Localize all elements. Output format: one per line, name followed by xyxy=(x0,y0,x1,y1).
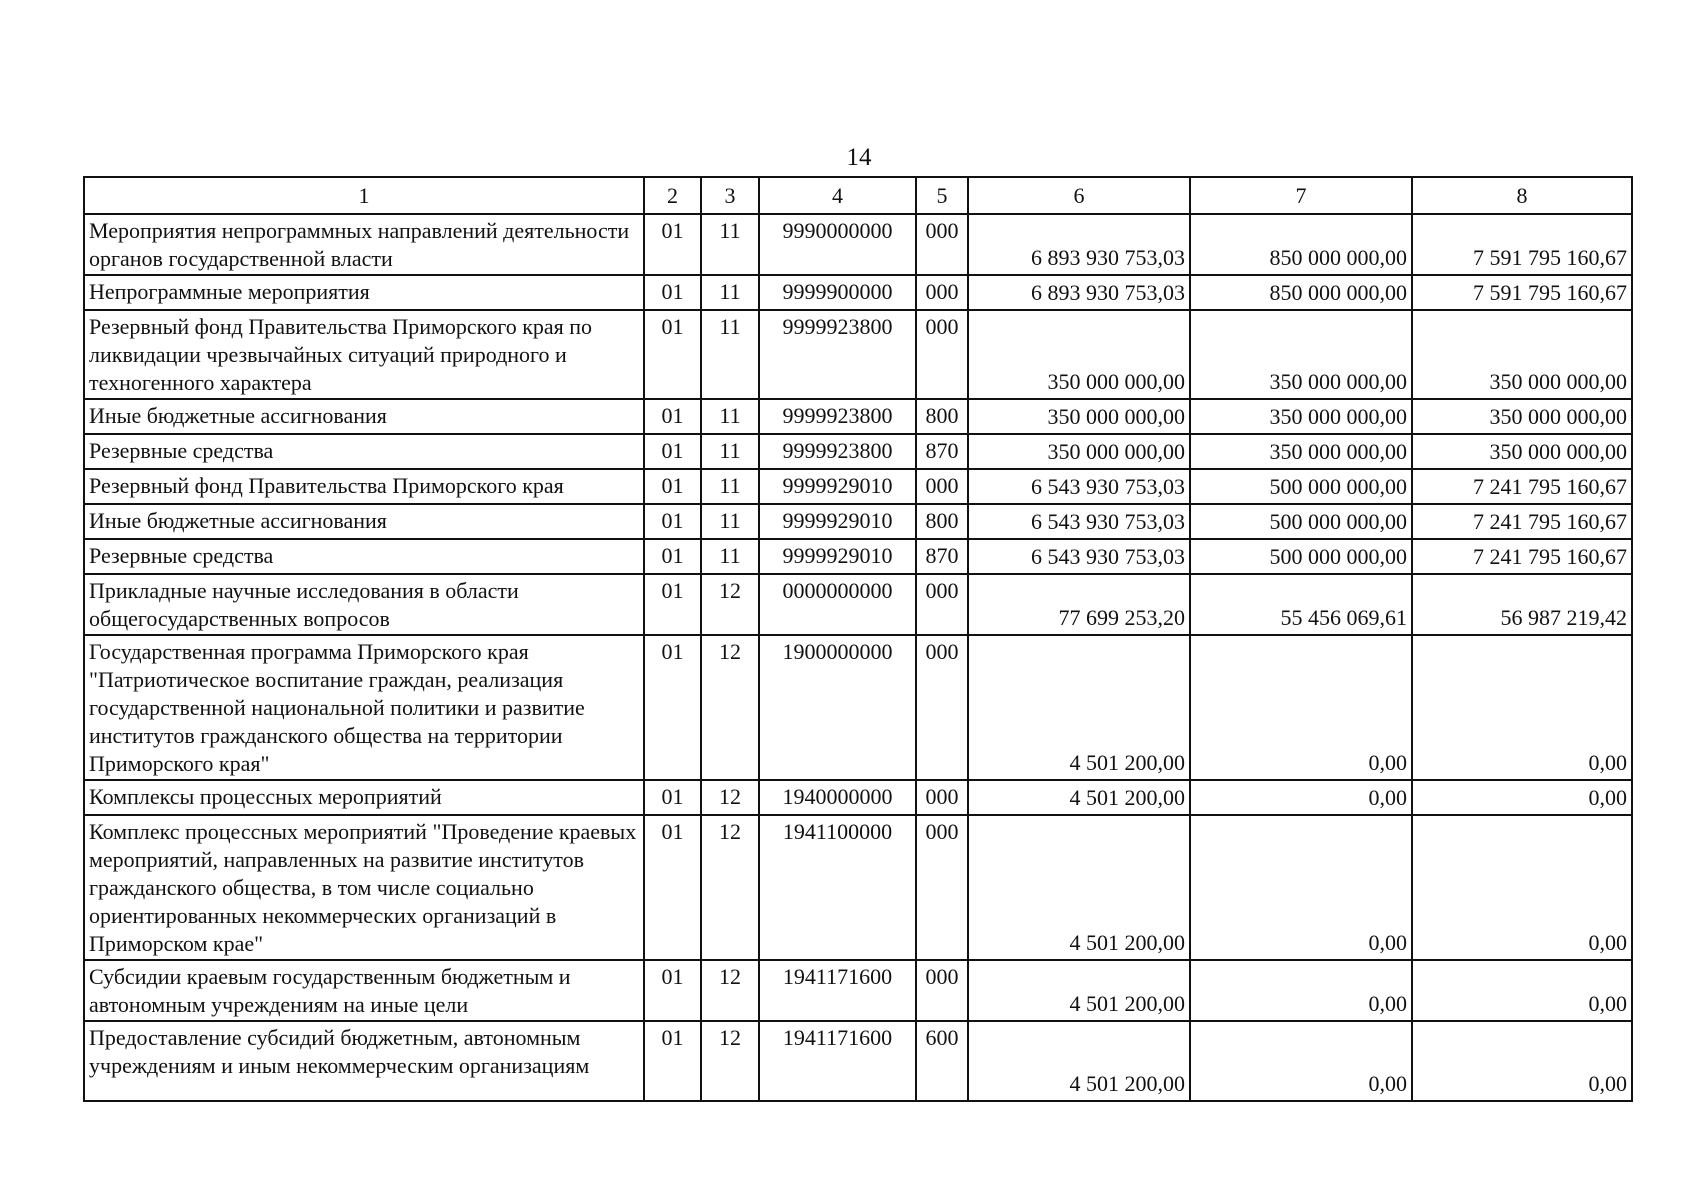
row-amount-col6: 350 000 000,00 xyxy=(968,399,1190,434)
row-section-code: 01 xyxy=(644,214,701,275)
row-target-article: 9999900000 xyxy=(759,275,916,310)
row-amount-col6: 4 501 200,00 xyxy=(968,815,1190,960)
row-expense-type: 000 xyxy=(916,469,968,504)
table-row xyxy=(84,434,1632,469)
row-amount-col6: 4 501 200,00 xyxy=(968,780,1190,815)
row-target-article: 1941171600 xyxy=(759,960,916,1021)
row-amount-col8: 56 987 219,42 xyxy=(1412,574,1632,635)
row-amount-col8: 7 241 795 160,67 xyxy=(1412,539,1632,574)
table-row xyxy=(84,399,1632,434)
row-amount-col7: 500 000 000,00 xyxy=(1190,539,1412,574)
row-name: Мероприятия непрограммных направлений деятельности органов государственной власти xyxy=(84,214,644,275)
row-amount-col8: 0,00 xyxy=(1412,1021,1632,1101)
row-amount-col6: 6 543 930 753,03 xyxy=(968,539,1190,574)
row-target-article: 1900000000 xyxy=(759,635,916,780)
row-subsection-code: 11 xyxy=(701,469,759,504)
row-target-article: 0000000000 xyxy=(759,574,916,635)
row-name: Резервные средства xyxy=(84,434,644,469)
table-row xyxy=(84,469,1632,504)
row-amount-col8: 7 241 795 160,67 xyxy=(1412,469,1632,504)
row-expense-type: 000 xyxy=(916,960,968,1021)
row-amount-col7: 0,00 xyxy=(1190,635,1412,780)
row-target-article: 9999929010 xyxy=(759,469,916,504)
header-cell-1: 1 xyxy=(84,177,644,214)
row-amount-col8: 0,00 xyxy=(1412,635,1632,780)
row-amount-col7: 350 000 000,00 xyxy=(1190,434,1412,469)
row-section-code: 01 xyxy=(644,275,701,310)
row-name: Резервные средства xyxy=(84,539,644,574)
row-amount-col8: 7 591 795 160,67 xyxy=(1412,275,1632,310)
row-subsection-code: 11 xyxy=(701,504,759,539)
row-amount-col6: 6 893 930 753,03 xyxy=(968,275,1190,310)
row-subsection-code: 12 xyxy=(701,780,759,815)
row-expense-type: 000 xyxy=(916,574,968,635)
row-amount-col6: 350 000 000,00 xyxy=(968,434,1190,469)
row-target-article: 9999923800 xyxy=(759,434,916,469)
row-amount-col7: 55 456 069,61 xyxy=(1190,574,1412,635)
row-amount-col8: 350 000 000,00 xyxy=(1412,399,1632,434)
row-name: Резервный фонд Правительства Приморского края xyxy=(84,469,644,504)
row-subsection-code: 12 xyxy=(701,1021,759,1101)
row-expense-type: 000 xyxy=(916,275,968,310)
row-name: Непрограммные мероприятия xyxy=(84,275,644,310)
row-expense-type: 600 xyxy=(916,1021,968,1101)
row-target-article: 9990000000 xyxy=(759,214,916,275)
row-name: Резервный фонд Правительства Приморского края по ликвидации чрезвычайных ситуаций природного и техногенного характера xyxy=(84,310,644,399)
row-target-article: 9999923800 xyxy=(759,310,916,399)
row-section-code: 01 xyxy=(644,815,701,960)
row-expense-type: 000 xyxy=(916,635,968,780)
header-cell-8: 8 xyxy=(1412,177,1632,214)
row-amount-col6: 4 501 200,00 xyxy=(968,635,1190,780)
row-amount-col7: 850 000 000,00 xyxy=(1190,214,1412,275)
header-row xyxy=(84,177,1632,214)
row-section-code: 01 xyxy=(644,574,701,635)
header-cell-3: 3 xyxy=(701,177,759,214)
row-amount-col8: 0,00 xyxy=(1412,960,1632,1021)
row-amount-col6: 4 501 200,00 xyxy=(968,1021,1190,1101)
row-section-code: 01 xyxy=(644,960,701,1021)
row-target-article: 9999929010 xyxy=(759,539,916,574)
row-amount-col7: 0,00 xyxy=(1190,815,1412,960)
row-section-code: 01 xyxy=(644,434,701,469)
header-cell-6: 6 xyxy=(968,177,1190,214)
row-amount-col7: 850 000 000,00 xyxy=(1190,275,1412,310)
row-expense-type: 000 xyxy=(916,310,968,399)
table-row xyxy=(84,214,1632,275)
row-amount-col7: 0,00 xyxy=(1190,960,1412,1021)
row-amount-col7: 0,00 xyxy=(1190,780,1412,815)
row-amount-col8: 350 000 000,00 xyxy=(1412,310,1632,399)
row-subsection-code: 12 xyxy=(701,960,759,1021)
row-expense-type: 800 xyxy=(916,504,968,539)
row-target-article: 1941171600 xyxy=(759,1021,916,1101)
row-subsection-code: 11 xyxy=(701,310,759,399)
table-row xyxy=(84,539,1632,574)
table-row xyxy=(84,1021,1632,1101)
row-amount-col7: 500 000 000,00 xyxy=(1190,504,1412,539)
header-cell-5: 5 xyxy=(916,177,968,214)
row-name: Прикладные научные исследования в области общегосударственных вопросов xyxy=(84,574,644,635)
row-amount-col8: 0,00 xyxy=(1412,815,1632,960)
row-expense-type: 000 xyxy=(916,815,968,960)
header-cell-7: 7 xyxy=(1190,177,1412,214)
row-amount-col7: 0,00 xyxy=(1190,1021,1412,1101)
row-expense-type: 800 xyxy=(916,399,968,434)
page-number: 14 xyxy=(846,144,872,171)
row-subsection-code: 11 xyxy=(701,434,759,469)
row-amount-col7: 500 000 000,00 xyxy=(1190,469,1412,504)
row-section-code: 01 xyxy=(644,399,701,434)
table-row xyxy=(84,960,1632,1021)
row-amount-col6: 77 699 253,20 xyxy=(968,574,1190,635)
row-section-code: 01 xyxy=(644,310,701,399)
table-row xyxy=(84,504,1632,539)
table-row xyxy=(84,635,1632,780)
row-expense-type: 870 xyxy=(916,539,968,574)
header-cell-4: 4 xyxy=(759,177,916,214)
row-amount-col8: 7 591 795 160,67 xyxy=(1412,214,1632,275)
row-section-code: 01 xyxy=(644,780,701,815)
row-subsection-code: 11 xyxy=(701,214,759,275)
row-expense-type: 000 xyxy=(916,780,968,815)
row-name: Предоставление субсидий бюджетным, автономным учреждениям и иным некоммерческим организациям xyxy=(84,1021,644,1101)
row-subsection-code: 11 xyxy=(701,539,759,574)
header-cell-2: 2 xyxy=(644,177,701,214)
row-amount-col8: 7 241 795 160,67 xyxy=(1412,504,1632,539)
row-amount-col6: 6 543 930 753,03 xyxy=(968,504,1190,539)
row-target-article: 9999929010 xyxy=(759,504,916,539)
row-subsection-code: 12 xyxy=(701,815,759,960)
row-amount-col7: 350 000 000,00 xyxy=(1190,399,1412,434)
row-name: Субсидии краевым государственным бюджетным и автономным учреждениям на иные цели xyxy=(84,960,644,1021)
row-subsection-code: 12 xyxy=(701,635,759,780)
row-amount-col8: 0,00 xyxy=(1412,780,1632,815)
row-subsection-code: 11 xyxy=(701,275,759,310)
row-amount-col8: 350 000 000,00 xyxy=(1412,434,1632,469)
table-row xyxy=(84,815,1632,960)
row-subsection-code: 11 xyxy=(701,399,759,434)
row-expense-type: 870 xyxy=(916,434,968,469)
table-row xyxy=(84,310,1632,399)
row-name: Комплексы процессных мероприятий xyxy=(84,780,644,815)
row-subsection-code: 12 xyxy=(701,574,759,635)
row-section-code: 01 xyxy=(644,504,701,539)
table-row xyxy=(84,574,1632,635)
row-amount-col6: 6 543 930 753,03 xyxy=(968,469,1190,504)
table-header xyxy=(84,177,1632,214)
table-body xyxy=(84,214,1632,1101)
row-name: Иные бюджетные ассигнования xyxy=(84,399,644,434)
row-target-article: 1941100000 xyxy=(759,815,916,960)
row-section-code: 01 xyxy=(644,539,701,574)
row-amount-col7: 350 000 000,00 xyxy=(1190,310,1412,399)
table-row xyxy=(84,275,1632,310)
row-section-code: 01 xyxy=(644,635,701,780)
row-amount-col6: 6 893 930 753,03 xyxy=(968,214,1190,275)
row-name: Иные бюджетные ассигнования xyxy=(84,504,644,539)
budget-table xyxy=(83,176,1633,1102)
row-amount-col6: 350 000 000,00 xyxy=(968,310,1190,399)
row-section-code: 01 xyxy=(644,1021,701,1101)
row-amount-col6: 4 501 200,00 xyxy=(968,960,1190,1021)
table-row xyxy=(84,780,1632,815)
row-name: Комплекс процессных мероприятий "Проведение краевых мероприятий, направленных на развитие институтов гражданского общества, в том числе социально ориентированных некоммерческих организаций в Приморском крае" xyxy=(84,815,644,960)
row-name: Государственная программа Приморского края "Патриотическое воспитание граждан, реализация государственной национальной политики и развитие институтов гражданского общества на территории Приморского края" xyxy=(84,635,644,780)
row-target-article: 1940000000 xyxy=(759,780,916,815)
row-section-code: 01 xyxy=(644,469,701,504)
row-target-article: 9999923800 xyxy=(759,399,916,434)
row-expense-type: 000 xyxy=(916,214,968,275)
